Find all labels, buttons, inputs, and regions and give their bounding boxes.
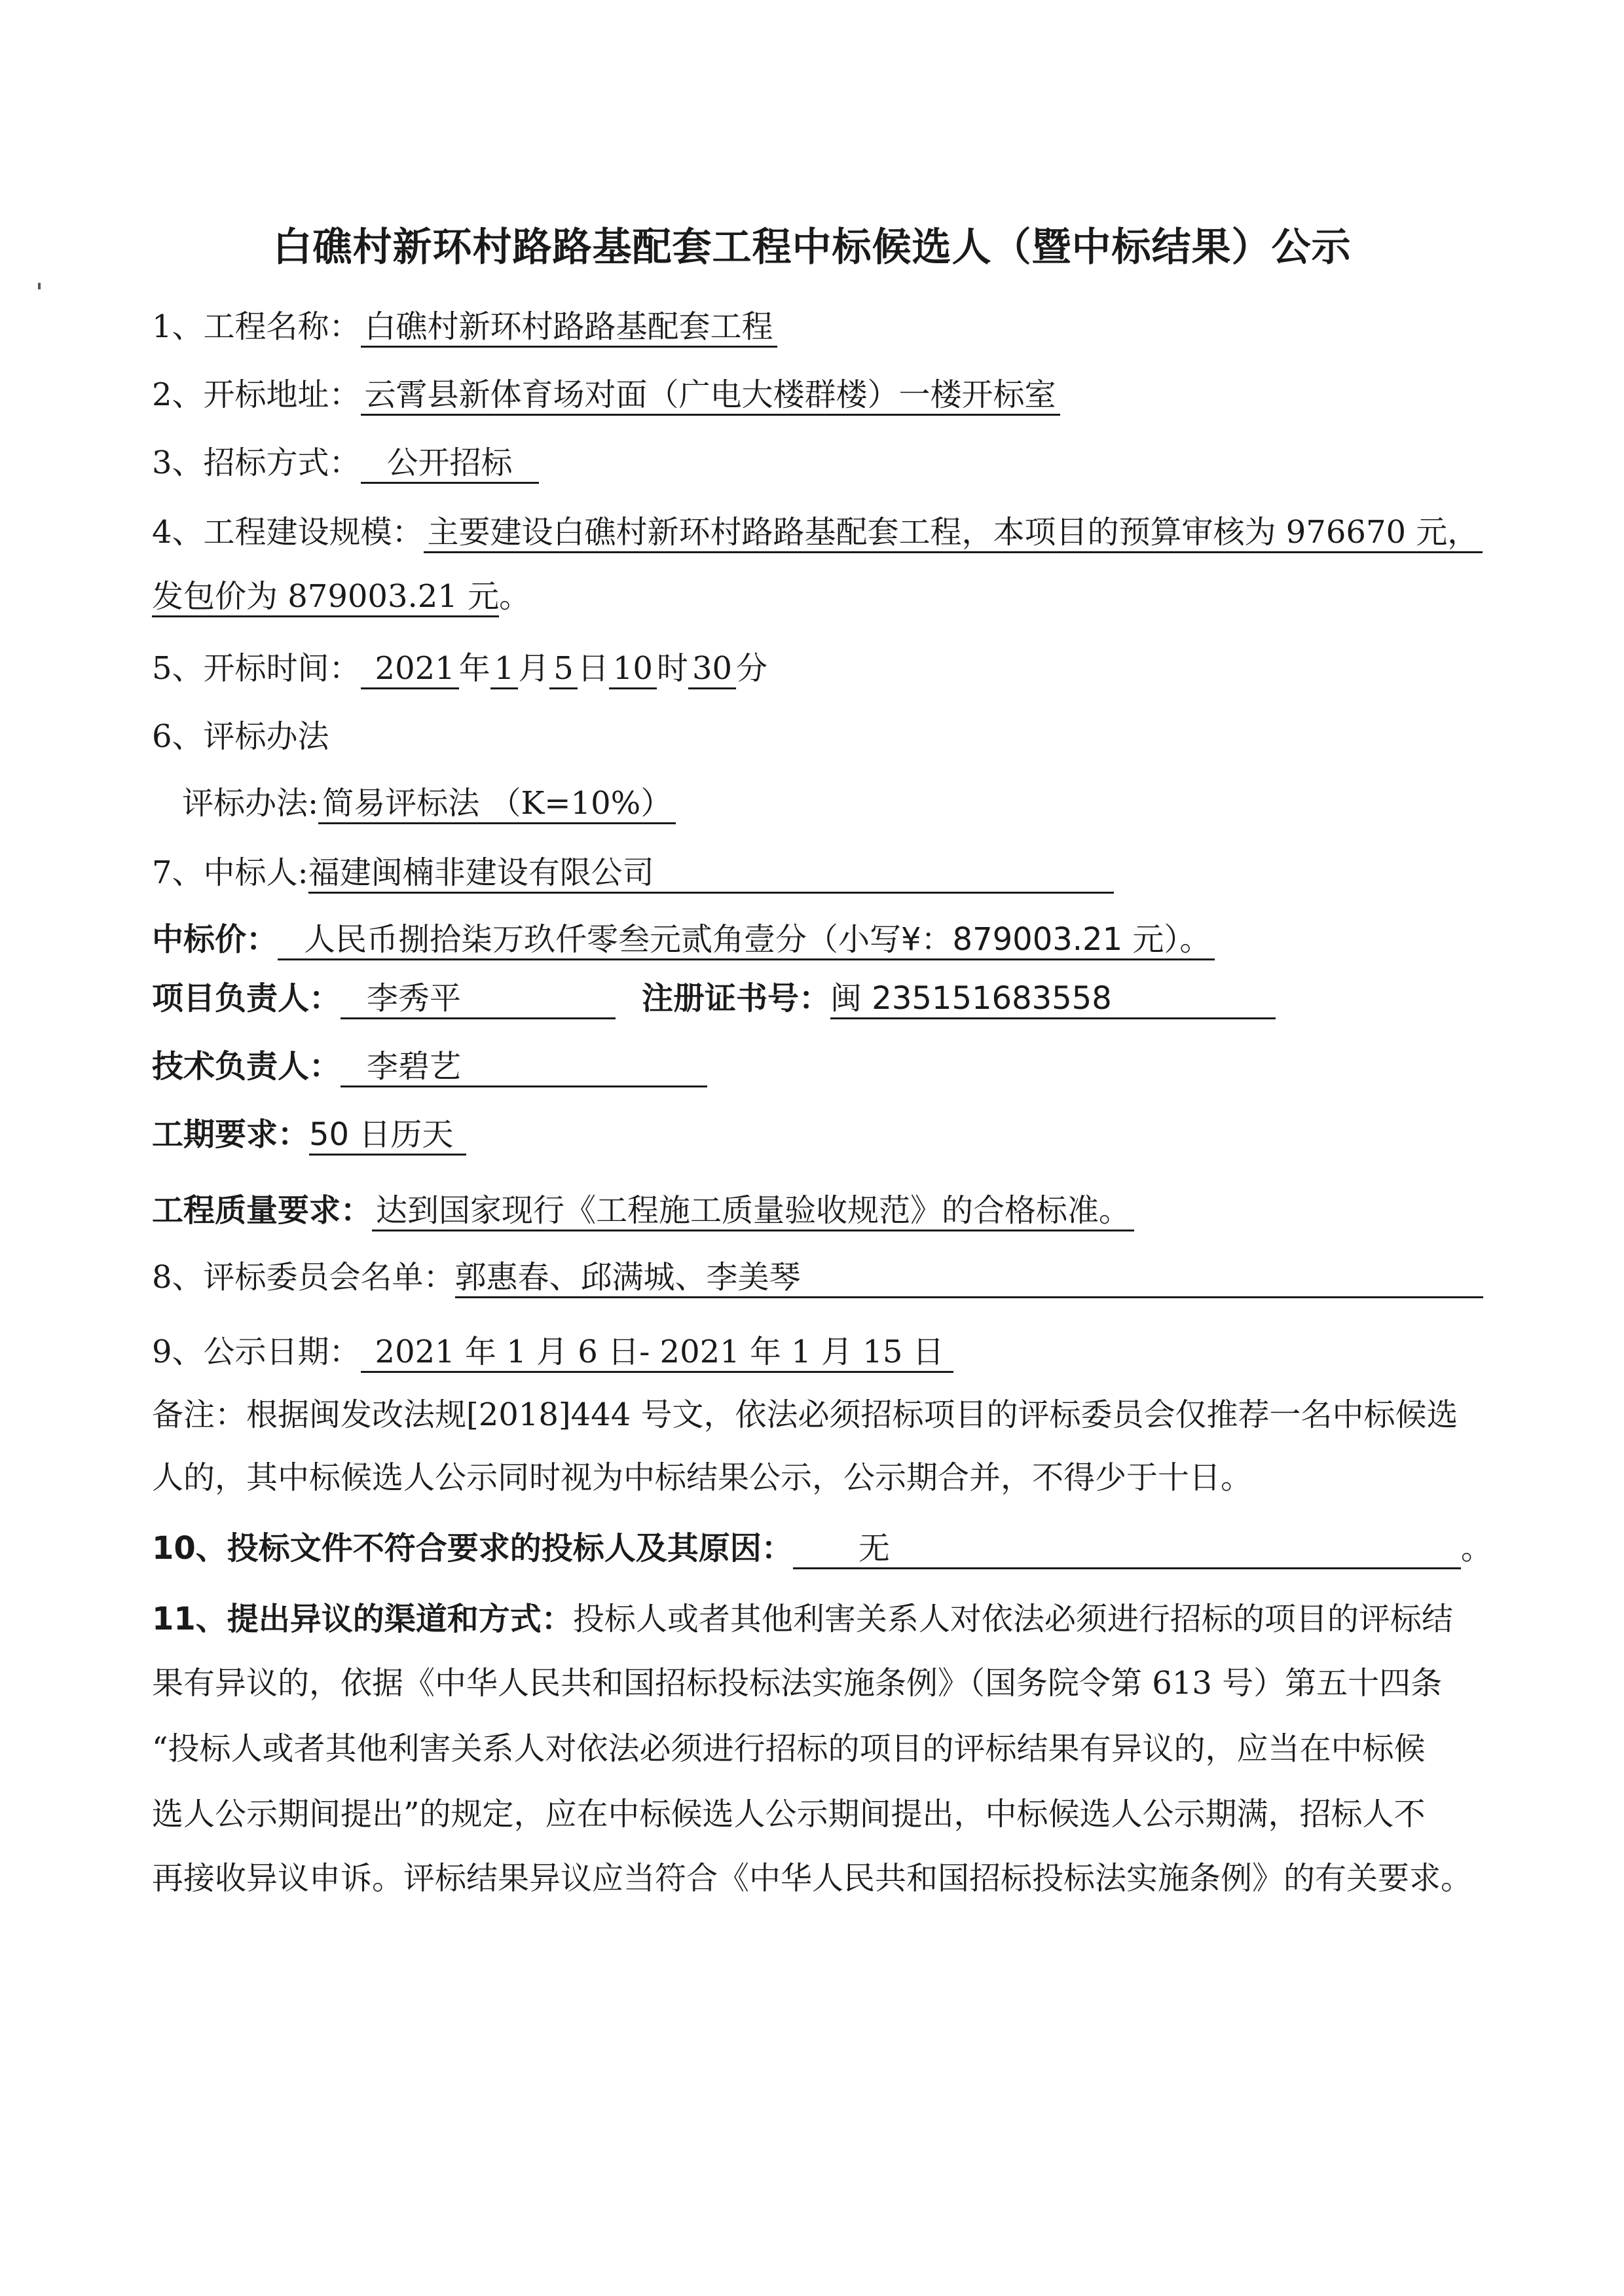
item-winning-price: 中标价： 人民币捌拾柒万玖仟零叁元贰角壹分（小写¥：879003.21 元）。 — [152, 919, 1481, 960]
project-name-value: 白礁村新环村路路基配套工程 — [361, 308, 777, 348]
note-line-1: 备注：根据闽发改法规[2018]444 号文，依法必须招标项目的评标委员会仅推荐一名中标候选 — [152, 1396, 1458, 1433]
scan-mark — [38, 283, 41, 289]
item-winner: 7、中标人:福建闽楠非建设有限公司 — [152, 852, 1481, 894]
item-open-time: 5、开标时间： 2021 年 1 月 5 日 10 时 30 分 — [152, 648, 1481, 689]
open-hour: 10 — [609, 649, 657, 689]
scale-value-line1: 主要建设白礁村新环村路路基配套工程，本项目的预算审核为 976670 元， — [424, 513, 1483, 553]
open-year: 2021 — [361, 649, 459, 689]
objection-line-2: 果有异议的，依据《中华人民共和国招标投标法实施条例》（国务院令第 613 号）第五十四条 — [152, 1665, 1443, 1702]
objection-line-1: 11、提出异议的渠道和方式：投标人或者其他利害关系人对依法必须进行招标的项目的评标结 — [152, 1601, 1453, 1637]
tender-method-value: 公开招标 — [361, 444, 539, 484]
item-bid-address: 2、开标地址： 云霄县新体育场对面（广电大楼群楼）一楼开标室 — [152, 374, 1481, 416]
bid-address-value: 云霄县新体育场对面（广电大楼群楼）一楼开标室 — [361, 376, 1060, 416]
open-day: 5 — [549, 649, 578, 689]
eval-method-value: 简易评标法 （K=10%） — [318, 784, 676, 824]
objection-line-5: 再接收异议申诉。评标结果异议应当符合《中华人民共和国招标投标法实施条例》的有关要求。 — [152, 1860, 1473, 1897]
item-project-name: 1、工程名称： 白礁村新环村路路基配套工程 — [152, 306, 1481, 348]
winning-price-value: 人民币捌拾柒万玖仟零叁元贰角壹分（小写¥：879003.21 元）。 — [278, 920, 1215, 960]
item-eval-method-heading: 6、评标办法 — [152, 718, 329, 755]
objection-line-4: 选人公示期间提出”的规定，应在中标候选人公示期间提出，中标候选人公示期满，招标人不 — [152, 1796, 1426, 1832]
duration-value: 50 日历天 — [309, 1116, 466, 1156]
item-tech-lead: 技术负责人： 李碧艺 — [152, 1046, 1481, 1087]
item-quality: 工程质量要求： 达到国家现行《工程施工质量验收规范》的合格标准。 — [152, 1190, 1481, 1231]
item-scale-line2: 发包价为 879003.21 元。 — [152, 576, 1481, 617]
committee-value: 郭惠春、邱满城、李美琴 — [455, 1258, 1483, 1298]
item-noncompliant: 10、投标文件不符合要求的投标人及其原因： 无 。 — [152, 1528, 1481, 1569]
page-title: 白礁村新环村路路基配套工程中标候选人（暨中标结果）公示 — [272, 225, 1352, 270]
scale-value-line2: 发包价为 879003.21 元 — [152, 577, 499, 617]
item-publicity-date: 9、公示日期： 2021 年 1 月 6 日- 2021 年 1 月 15 日 — [152, 1332, 1481, 1373]
item-committee: 8、评标委员会名单：郭惠春、邱满城、李美琴 — [152, 1257, 1481, 1298]
item-eval-method: 评标办法: 简易评标法 （K=10%） — [182, 783, 1511, 824]
open-month: 1 — [490, 649, 519, 689]
open-minute: 30 — [688, 649, 736, 689]
item-tender-method: 3、招标方式： 公开招标 — [152, 443, 1481, 484]
publicity-date-value: 2021 年 1 月 6 日- 2021 年 1 月 15 日 — [361, 1333, 953, 1373]
item-project-manager: 项目负责人： 李秀平 注册证书号：闽 235151683558 — [152, 978, 1481, 1019]
objection-line-3: “投标人或者其他利害关系人对依法必须进行招标的项目的评标结果有异议的，应当在中标候 — [152, 1730, 1426, 1767]
project-manager-value: 李秀平 — [341, 979, 616, 1019]
tech-lead-value: 李碧艺 — [341, 1048, 707, 1087]
note-line-2: 人的，其中标候选人公示同时视为中标结果公示，公示期合并，不得少于十日。 — [152, 1459, 1253, 1496]
cert-number-value: 闽 235151683558 — [830, 979, 1276, 1019]
item-scale-line1: 4、工程建设规模： 主要建设白礁村新环村路路基配套工程，本项目的预算审核为 976670 元， — [152, 512, 1481, 553]
quality-value: 达到国家现行《工程施工质量验收规范》的合格标准。 — [372, 1192, 1134, 1231]
noncompliant-value: 无 — [793, 1529, 1461, 1569]
item-duration: 工期要求：50 日历天 — [152, 1114, 1481, 1156]
winner-value: 福建闽楠非建设有限公司 — [308, 854, 1114, 894]
